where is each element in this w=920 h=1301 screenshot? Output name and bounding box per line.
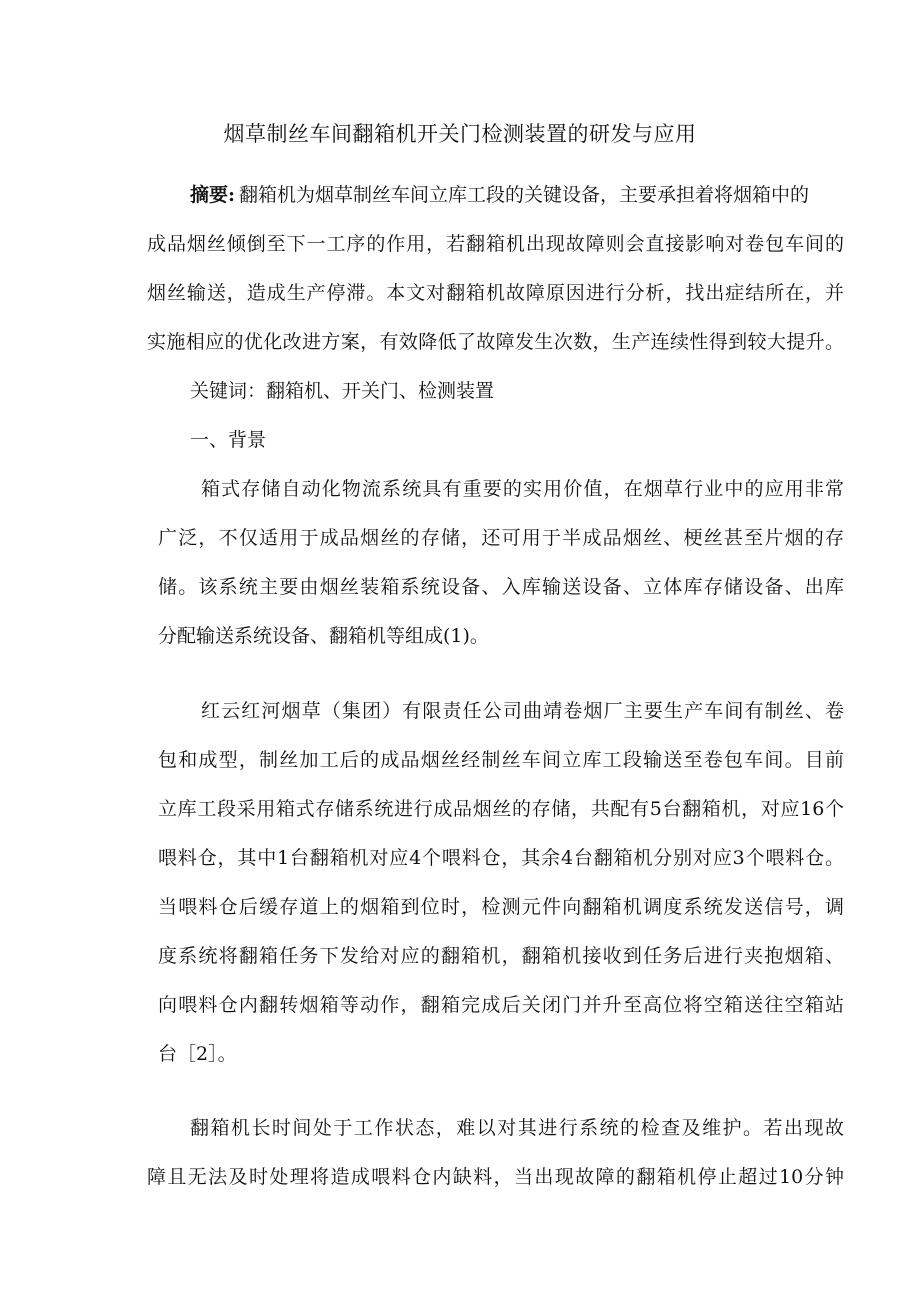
section-heading-background: 一、背景 — [190, 429, 267, 451]
paragraph-2-line-6: 度系统将翻箱任务下发给对应的翻箱机，翻箱机接收到任务后进行夹抱烟箱、 — [158, 945, 844, 967]
paragraph-3-line-1: 翻箱机长时间处于工作状态，难以对其进行系统的检查及维护。若出现故 — [190, 1117, 844, 1139]
paragraph-2-line-2: 包和成型，制丝加工后的成品烟丝经制丝车间立库工段输送至卷包车间。目前 — [158, 749, 844, 771]
paragraph-2-line-3: 立库工段采用箱式存储系统进行成品烟丝的存储，共配有5台翻箱机，对应16个 — [158, 798, 844, 820]
paragraph-1-line-2: 广泛，不仅适用于成品烟丝的存储，还可用于半成品烟丝、梗丝甚至片烟的存 — [158, 527, 844, 549]
paragraph-1-line-3: 储。该系统主要由烟丝装箱系统设备、入库输送设备、立体库存储设备、出库 — [158, 576, 844, 598]
abstract-text: 翻箱机为烟草制丝车间立库工段的关键设备，主要承担着将烟箱中的 — [239, 184, 810, 206]
paragraph-1-line-1: 箱式存储自动化物流系统具有重要的实用价值，在烟草行业中的应用非常 — [201, 478, 844, 500]
paragraph-2-line-5: 当喂料仓后缓存道上的烟箱到位时，检测元件向翻箱机调度系统发送信号，调 — [158, 896, 844, 918]
paragraph-3-line-2: 障且无法及时处理将造成喂料仓内缺料，当出现故障的翻箱机停止超过10分钟 — [147, 1166, 844, 1188]
abstract-line-2: 成品烟丝倾倒至下一工序的作用，若翻箱机出现故障则会直接影响对卷包车间的 — [147, 233, 844, 255]
abstract-line-1 — [190, 181, 844, 209]
paragraph-1-line-4: 分配输送系统设备、翻箱机等组成(1)。 — [158, 625, 489, 647]
abstract-line-4: 实施相应的优化改进方案，有效降低了故障发生次数，生产连续性得到较大提升。 — [147, 331, 844, 353]
paragraph-2-line-8: 台［2］。 — [158, 1043, 237, 1065]
abstract-line-3: 烟丝输送，造成生产停滞。本文对翻箱机故障原因进行分析，找出症结所在，并 — [147, 282, 844, 304]
abstract-label: 摘要: — [190, 184, 236, 206]
paragraph-2-line-4: 喂料仓，其中1台翻箱机对应4个喂料仓，其余4台翻箱机分别对应3个喂料仓。 — [158, 847, 844, 869]
paragraph-2-line-7: 向喂料仓内翻转烟箱等动作，翻箱完成后关闭门并升至高位将空箱送往空箱站 — [158, 994, 844, 1016]
document-title: 烟草制丝车间翻箱机开关门检测装置的研发与应用 — [223, 122, 697, 146]
keywords-line: 关键词：翻箱机、开关门、检测装置 — [190, 380, 495, 402]
paragraph-2-line-1: 红云红河烟草（集团）有限责任公司曲靖卷烟厂主要生产车间有制丝、卷 — [201, 700, 844, 722]
